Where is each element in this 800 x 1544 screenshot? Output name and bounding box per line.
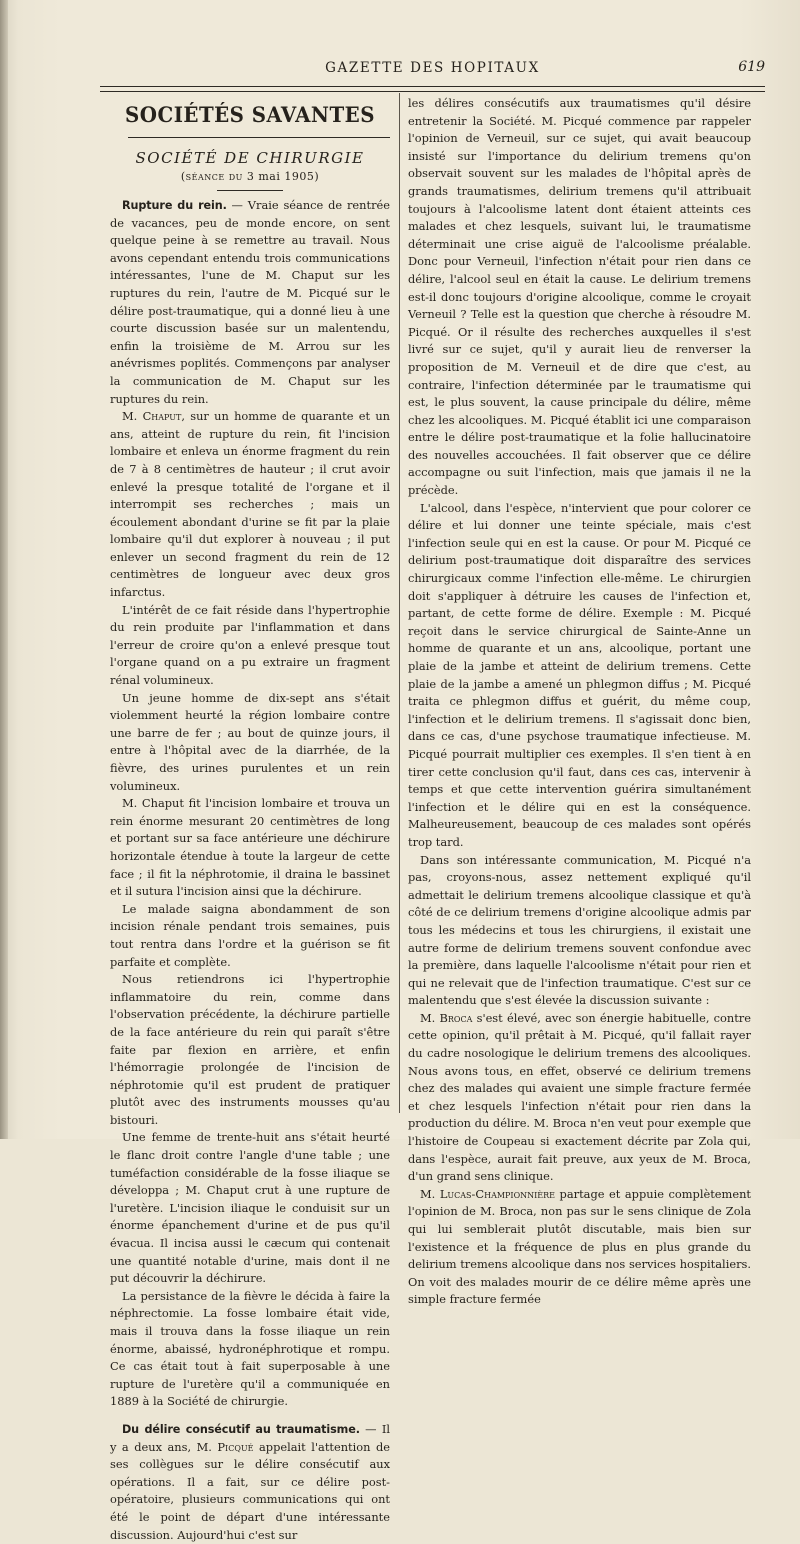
paragraph: Du délire consécutif au traumatisme. — Il y a deux ans, M. Picqué appelait l'attention de ses collègues sur le délire consécutif aux opérations. Il a fait, sur ce délire post-opératoire, plusieurs communications qui ont été le point de départ d'une intéressante discussion. Aujourd'hui c'est sur bbox=[110, 1421, 390, 1542]
paragraph: Le malade saigna abondamment de son incision rénale pendant trois semaines, puis tout rentra dans l'ordre et la guérison se fit parfaite et complète. bbox=[110, 901, 390, 969]
column-divider bbox=[399, 93, 400, 1113]
running-title: GAZETTE DES HOPITAUX bbox=[325, 60, 540, 76]
paragraph: M. Lucas-Championnière partage et appuie complètement l'opinion de M. Broca, non pas sur le sens clinique de Zola qui lui semblerait plutôt discutable, mais bien sur l'existence et la fréquence de plus en plus grande du delirium tremens alcoolique dans nos services hospitaliers. On voit des malades mourir de ce délire même après une simple fracture fermée bbox=[408, 1186, 752, 1307]
page-number: 619 bbox=[738, 59, 765, 75]
paragraph: L'alcool, dans l'espèce, n'intervient que pour colorer ce délire et lui donner une teinte spéciale, mais c'est l'infection seule qui en est la cause. Or pour M. Picqué ce delirium post-traumatique doit disparaître des services chirurgicaux comme l'infection elle-même. Le chirurgien doit s'appliquer à détruire les causes de l'infection et, partant, de cette forme de délire. Exemple : M. Picqué reçoit dans le service chirurgical de Sainte-Anne un homme de quarante et un ans, alcoolique, portant une plaie de la jambe et atteint de delirium tremens. Cette plaie de la jambe a amené un phlegmon diffus ; M. Picqué traita ce phlegmon diffus et guérit, du même coup, l'infection et le delirium tremens. Il s'agissait donc bien, dans ce cas, d'une psychose traumatique infectieuse. M. Picqué pourrait multiplier ces exemples. Il s'en tient à en tirer cette conclusion qu'il faut, dans ces cas, intervenir à temps et que cette intervention guérira simultanément l'infection et le délire qui en est la conséquence. Malheureusement, beaucoup de ces malades sont opérés trop tard. bbox=[408, 500, 751, 849]
section-title: SOCIÉTÉS SAVANTES bbox=[125, 103, 375, 128]
paragraph: Nous retiendrons ici l'hypertrophie inflammatoire du rein, comme dans l'observation précédente, la déchirure partielle de la face antérieure du rein qui paraît s'être faite par flexion en arrière, et enfin l'hémorragie prolongée de l'incision de néphrotomie qu'il est prudent de pratiquer plutôt avec des instruments mousses qu'au bistouri. bbox=[110, 972, 390, 1127]
paragraph: M. Broca s'est élevé, avec son énergie habituelle, contre cette opinion, qu'il prêtait à M. Picqué, qu'il fallait rayer du cadre nosologique le delirium tremens des alcooliques. Nous avons tous, en effet, observé ce delirium tremens chez des malades qui avaient une simple fracture fermée et chez lesquels l'infection n'était pour rien dans la production du délire. M. Broca n'en veut pour exemple que l'histoire de Coupeau si exactement décrite par Zola qui, dans l'espèce, aurait fait preuve, aux yeux de M. Broca, d'un grand sens clinique. bbox=[408, 1010, 751, 1184]
paragraph: les délires consécutifs aux traumatismes qu'il désire entretenir la Société. M. Picqué commence par rappeler l'opinion de Verneuil, sur ce sujet, qui avait beaucoup insisté sur l'importance du delirium tremens qu'on observait souvent sur les malades de l'hôpital après de grands traumatismes, delirium tremens qu'il attribuait toujours à l'alcoolisme latent dont étaient atteints ces malades et chez lesquels, suivant lui, le traumatisme déterminait une crise aiguë de l'alcoolisme préalable. Donc pour Verneuil, l'infection n'était pour rien dans ce délire, l'alcool seul en était la cause. Le delirium tremens est-il donc toujours d'origine alcoolique, comme le croyait Verneuil ? Telle est la question que cherche à résoudre M. Picqué. Or il résulte des recherches auxquelles il s'est livré sur ce sujet, qu'il y aurait lieu de renverser la proposition de M. Verneuil et de dire que c'est, au contraire, l'infection déterminée par le traumatisme qui est, le plus souvent, la cause principale du délire, même chez les alcooliques. M. Picqué établit ici une comparaison entre le délire post-traumatique et la folie hallucinatoire des nouvelles accouchées. Il fait observer que ce délire accompagne ou suit l'infection, mais que jamais il ne la précède. bbox=[408, 96, 751, 498]
paragraph: Dans son intéressante communication, M. Picqué n'a pas, croyons-nous, assez nettement expliqué qu'il admettait le delirium tremens alcoolique classique et qu'à côté de ce delirium tremens d'origine alcoolique admis par tous les médecins et tous les chirurgiens, il existait une autre forme de delirium tremens souvent confondue avec la première, dans laquelle l'alcoolisme n'était pour rien et qui ne relevait que de l'infection traumatique. C'est sur ce malentendu que s'est élevée la discussion suivante : bbox=[408, 852, 751, 1008]
surname: Chaput bbox=[142, 409, 182, 424]
paragraph: Rupture du rein. — Vraie séance de rentrée de vacances, peu de monde encore, on sent quelque peine à se remettre au travail. Nous avons cependant entendu trois communications intéressantes, l'une de M. Chaput sur les ruptures du rein, l'autre de M. Picqué sur le délire post-traumatique, qui a donné lieu à une courte discussion basée sur un malentendu, enfin la troisième de M. Arrou sur les anévrismes poplités. Commençons par analyser la communication de M. Chaput sur les ruptures du rein. bbox=[110, 198, 390, 406]
session-date-value: 3 mai 1905) bbox=[246, 170, 320, 183]
surname: Lucas-Championnière bbox=[439, 1186, 556, 1201]
left-column bbox=[110, 96, 390, 1544]
paragraph: Une femme de trente-huit ans s'était heurté le flanc droit contre l'angle d'une table ; une tuméfaction considérable de la fosse iliaque se développa ; M. Chaput crut à une rupture de l'uretère. L'incision iliaque le conduisit sur un énorme épanchement d'urine et de pus qu'il évacua. Il incisa aussi le cæcum qui contenait une quantité notable d'urine, mais dont il ne put découvrir la déchirure. bbox=[110, 1130, 390, 1286]
right-column bbox=[408, 95, 751, 1309]
session-date bbox=[110, 168, 390, 186]
page-binding-shadow bbox=[0, 0, 8, 1139]
paragraph: M. Chaput, sur un homme de quarante et un ans, atteint de rupture du rein, fit l'incision lombaire et enleva un énorme fragment du rein de 7 à 8 centimètres de hauteur ; il crut avoir enlevé la presque totalité de l'organe et il interrompit ses recherches ; mais un écoulement abondant d'urine se fit par la plaie lombaire qu'il dut explorer à nouveau ; il put enlever un second fragment du rein de 12 centimètres de longueur avec deux gros infarctus. bbox=[110, 409, 390, 600]
session-rule bbox=[217, 190, 283, 191]
paragraph: Un jeune homme de dix-sept ans s'était violemment heurté la région lombaire contre une barre de fer ; au bout de quinze jours, il entre à l'hôpital avec de la diarrhée, de la fièvre, des urines purulentes et un rein volumineux. bbox=[110, 690, 390, 793]
rubric-title: Du délire consécutif au traumatisme. bbox=[122, 1422, 360, 1436]
running-head bbox=[100, 58, 765, 80]
header-double-rule bbox=[100, 86, 765, 92]
title-rule bbox=[128, 137, 390, 138]
surname: Picqué bbox=[217, 1439, 254, 1454]
paragraph: La persistance de la fièvre le décida à faire la néphrectomie. La fosse lombaire était vide, mais il trouva dans la fosse iliaque un rein énorme, abaissé, hydronéphrotique et rompu. Ce cas était tout à fait superposable à une rupture de l'uretère qu'il a communiquée en 1889 à la Société de chirurgie. bbox=[110, 1288, 390, 1409]
session-prefix: (séance du bbox=[180, 170, 243, 183]
rubric-title: Rupture du rein. bbox=[122, 199, 227, 212]
surname: Broca bbox=[439, 1010, 473, 1025]
paragraph: M. Chaput fit l'incision lombaire et trouva un rein énorme mesurant 20 centimètres de long et portant sur sa face antérieure une déchirure horizontale étendue à toute la largeur de cette face ; il fit la néphrotomie, il draina le bassinet et il sutura l'incision ainsi que la déchirure. bbox=[110, 796, 390, 899]
paragraph: L'intérêt de ce fait réside dans l'hypertrophie du rein produite par l'inflammation et dans l'erreur de croire qu'on a enlevé presque tout l'organe quand on a pu extraire un fragment rénal volumineux. bbox=[110, 602, 390, 688]
society-name: SOCIÉTÉ DE CHIRURGIE bbox=[135, 149, 365, 167]
